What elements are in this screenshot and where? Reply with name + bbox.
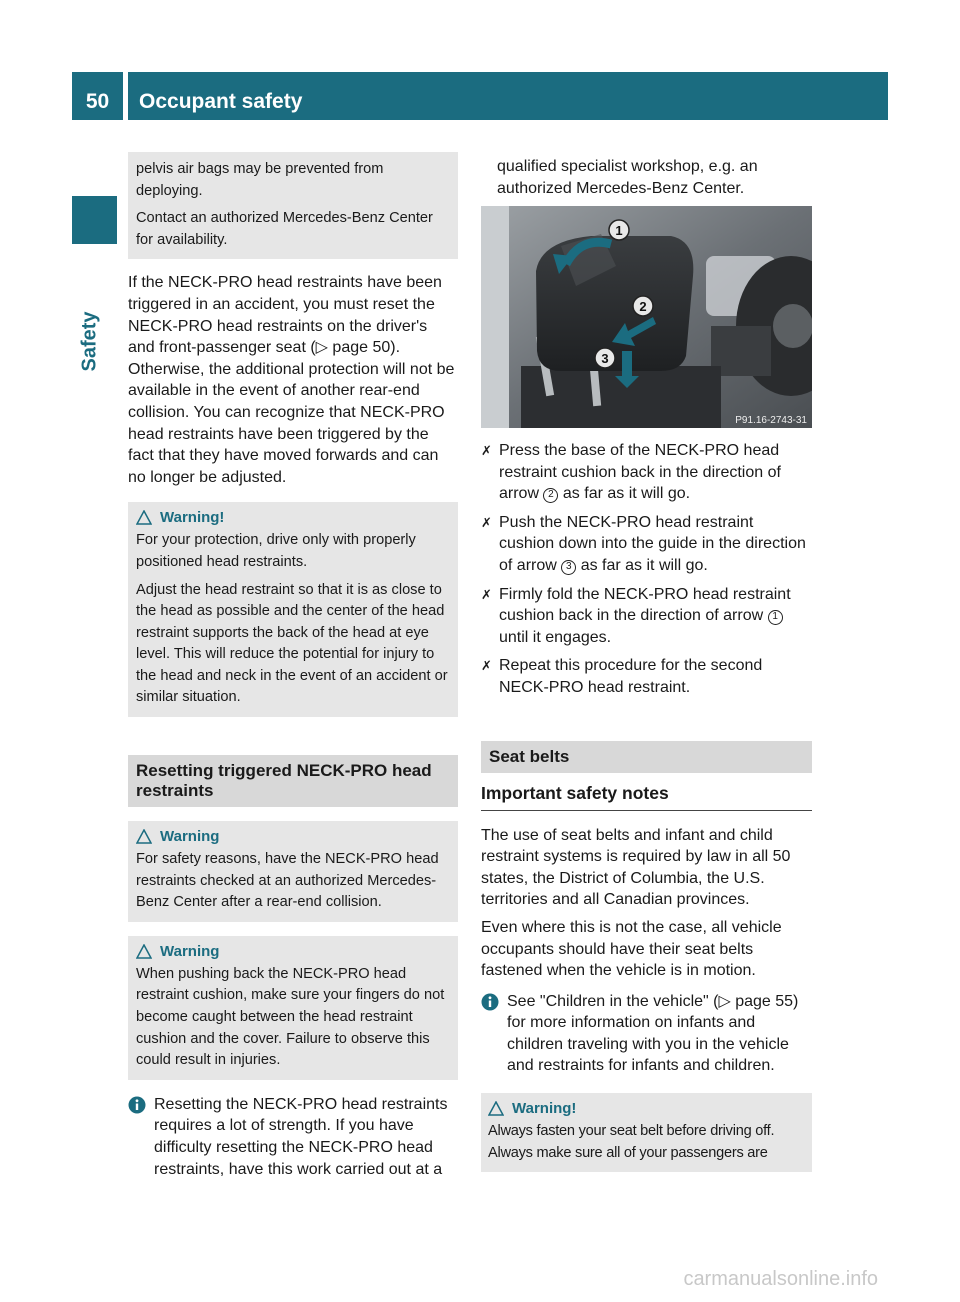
page-title: Occupant safety xyxy=(139,90,303,113)
figure-label: 2 xyxy=(639,299,647,314)
step-text: Press the base of the NECK-PRO head restraint cushion back in the direction of arrow xyxy=(499,442,781,503)
step-text: Firmly fold the NECK-PRO head restraint cushion back in the direction of arrow xyxy=(499,585,791,625)
sidebar-label: Safety xyxy=(78,311,101,372)
note-text: pelvis air bags may be prevented from deploying. xyxy=(136,161,384,199)
step-marker-icon: ✗ xyxy=(481,658,492,674)
info-icon xyxy=(481,993,499,1011)
info-icon xyxy=(128,1096,146,1114)
right-column xyxy=(481,440,812,1172)
intro-paragraph: If the NECK-PRO head restraints have been triggered in an accident, you must reset the NECK-PRO head restraints on the driver's and front-passenger seat (▷ page 50). Otherwise, the additional protection will not be available in the event of another rear-end collision. You can recognize that NECK-PRO head restraints have been triggered by the fact that they have moved forwards and can no longer be adjusted. xyxy=(128,274,455,486)
info-text: Resetting the NECK-PRO head restraints requires a lot of strength. If you have difficulty resetting the NECK-PRO head restraints, have this work carried out at a xyxy=(154,1095,448,1178)
body-paragraph: Even where this is not the case, all vehicle occupants should have their seat belts fastened when the vehicle is in motion. xyxy=(481,918,782,980)
figure-code: P91.16-2743-31 xyxy=(735,415,807,426)
header-separator xyxy=(123,72,128,120)
step-text: as far as it will go. xyxy=(576,556,708,574)
section-heading: Resetting triggered NECK-PRO head restraints xyxy=(128,755,458,807)
info-note xyxy=(481,991,812,1077)
info-note xyxy=(128,1094,458,1180)
warning-triangle-icon xyxy=(136,944,152,959)
arrow-number: 3 xyxy=(561,560,576,575)
arrow-number: 2 xyxy=(543,488,558,503)
warning-title: Warning! xyxy=(512,1100,577,1118)
continued-paragraph: qualified specialist workshop, e.g. an authorized Mercedes-Benz Center. xyxy=(497,158,758,197)
figure-label: 3 xyxy=(601,351,609,366)
instruction-step xyxy=(481,440,812,505)
instruction-step xyxy=(481,655,812,698)
continued-note-box xyxy=(128,152,458,259)
warning-text: Always fasten your seat belt before driving off. Always make sure all of your passengers are xyxy=(488,1123,775,1161)
warning-heading xyxy=(136,943,450,960)
section-heading: Seat belts xyxy=(481,741,812,773)
warning-title: Warning xyxy=(160,942,220,960)
warning-text: For your protection, drive only with properly positioned head restraints. xyxy=(136,532,416,570)
sidebar-marker xyxy=(72,196,117,244)
warning-title: Warning xyxy=(160,828,220,846)
instruction-step xyxy=(481,512,812,577)
warning-box xyxy=(128,502,458,717)
left-column xyxy=(128,152,458,1180)
step-text: Push the NECK-PRO head restraint cushion down into the guide in the direction of arrow xyxy=(499,513,806,574)
continued-text xyxy=(497,156,812,199)
step-text: as far as it will go. xyxy=(558,485,691,503)
warning-text: Adjust the head restraint so that it is as close to the head as possible and the center of the head restraint supports the back of the head at eye level. This will reduce the potential for injury to the head and neck in the event of an accident or similar situation. xyxy=(136,581,448,706)
warning-triangle-icon xyxy=(136,510,152,525)
head-restraint-figure xyxy=(481,206,812,428)
watermark: carmanualsonline.info xyxy=(683,1268,878,1290)
warning-text: When pushing back the NECK-PRO head restraint cushion, make sure your fingers do not become caught between the head restraint cushion and the cover. Failure to observe this could result in injuries. xyxy=(136,965,445,1069)
step-marker-icon: ✗ xyxy=(481,443,492,458)
note-text: Contact an authorized Mercedes-Benz Center for availability. xyxy=(136,210,433,248)
warning-text: For safety reasons, have the NECK-PRO head restraints checked at an authorized Mercedes-Benz Center after a rear-end collision. xyxy=(136,851,439,911)
instruction-step xyxy=(481,584,812,649)
warning-title: Warning! xyxy=(160,509,225,527)
body-paragraph: The use of seat belts and infant and child restraint systems is required by law in all 50 states, the District of Columbia, the U.S. territories and all Canadian provinces. xyxy=(481,826,791,909)
warning-box xyxy=(128,936,458,1080)
warning-heading xyxy=(488,1100,806,1117)
warning-box xyxy=(128,821,458,922)
figure-label: 1 xyxy=(615,223,623,238)
warning-heading xyxy=(136,828,450,845)
warning-heading xyxy=(136,509,450,526)
step-marker-icon: ✗ xyxy=(481,586,492,602)
warning-triangle-icon xyxy=(488,1101,504,1116)
step-text: Repeat this procedure for the second NECK-PRO head restraint. xyxy=(499,657,763,696)
window-frame xyxy=(481,206,509,428)
step-marker-icon: ✗ xyxy=(481,514,492,530)
subheading: Important safety notes xyxy=(481,773,812,811)
warning-box xyxy=(481,1093,812,1172)
arrow-number: 1 xyxy=(768,610,783,625)
page-number: 50 xyxy=(85,90,110,113)
warning-triangle-icon xyxy=(136,829,152,844)
info-text: See "Children in the vehicle" (▷ page 55) for more information on infants and children traveling with you in the vehicle and restraints for infants and children. xyxy=(507,992,799,1075)
step-text: until it engages. xyxy=(499,628,612,646)
